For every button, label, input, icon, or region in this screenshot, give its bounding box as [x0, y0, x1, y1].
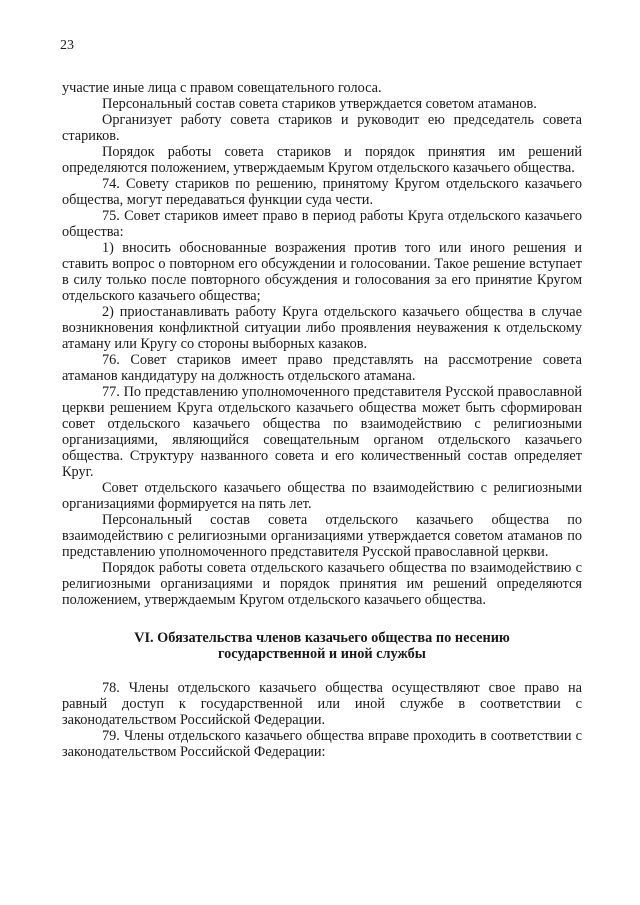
paragraphs-top	[62, 80, 582, 608]
paragraph: Персональный состав совета стариков утверждается советом атаманов.	[102, 96, 537, 112]
paragraphs-bottom	[62, 680, 582, 760]
paragraph: 79. Члены отдельского казачьего общества вправе проходить в соответствии с законодательством Российской Федерации:	[62, 728, 582, 760]
paragraph: 78. Члены отдельского казачьего общества осуществляют свое право на равный доступ к государственной или иной службе в соответствии с законодательством Российской Федерации.	[62, 680, 582, 728]
paragraph: Персональный состав совета отдельского казачьего общества по взаимодействию с религиозными организациями утверждается советом атаманов по представлению уполномоченного представителя Русской православной церкви.	[62, 512, 582, 560]
paragraph: 75. Совет стариков имеет право в период работы Круга отдельского казачьего общества:	[62, 208, 582, 240]
paragraph: участие иные лица с правом совещательного голоса.	[62, 80, 382, 96]
paragraph: Порядок работы совета отдельского казачьего общества по взаимодействию с религиозными организациями и порядок принятия им решений определяются положением, утверждаемым Кругом отдельского казачьего общества.	[62, 560, 582, 608]
paragraph: 74. Совету стариков по решению, принятому Кругом отдельского казачьего общества, могут передаваться функции суда чести.	[62, 176, 582, 208]
paragraph: Совет отдельского казачьего общества по взаимодействию с религиозными организациями формируется на пять лет.	[62, 480, 582, 512]
document-body	[62, 80, 582, 760]
paragraph: Организует работу совета стариков и руководит ею председатель совета стариков.	[62, 112, 582, 144]
paragraph: 2) приостанавливать работу Круга отдельского казачьего общества в случае возникновения конфликтной ситуации либо проявления неуважения к отдельскому атаману или Кругу со стороны выборных казаков.	[62, 304, 582, 352]
paragraph: 1) вносить обоснованные возражения против того или иного решения и ставить вопрос о повторном его обсуждении и голосовании. Такое решение вступает в силу только после повторного обсуждения и голосования за его принятие Кругом отдельского казачьего общества;	[62, 240, 582, 304]
page-number: 23	[60, 38, 74, 53]
paragraph: Порядок работы совета стариков и порядок принятия им решений определяются положением, утверждаемым Кругом отдельского казачьего общества.	[62, 144, 582, 176]
paragraph: 77. По представлению уполномоченного представителя Русской православной церкви решением Круга отдельского казачьего общества может быть сформирован совет отдельского казачьего общества по взаимодействию с религиозными организациями, являющийся совещательным органом отдельского казачьего общества. Структуру названного совета и его количественный состав определяет Круг.	[62, 384, 582, 480]
paragraph: 76. Совет стариков имеет право представлять на рассмотрение совета атаманов кандидатуру на должность отдельского атамана.	[62, 352, 582, 384]
section-heading	[62, 630, 582, 662]
section-heading-line1: VI. Обязательства членов казачьего общества по несению	[134, 630, 510, 646]
section-heading-line2: государственной и иной службы	[218, 646, 426, 662]
